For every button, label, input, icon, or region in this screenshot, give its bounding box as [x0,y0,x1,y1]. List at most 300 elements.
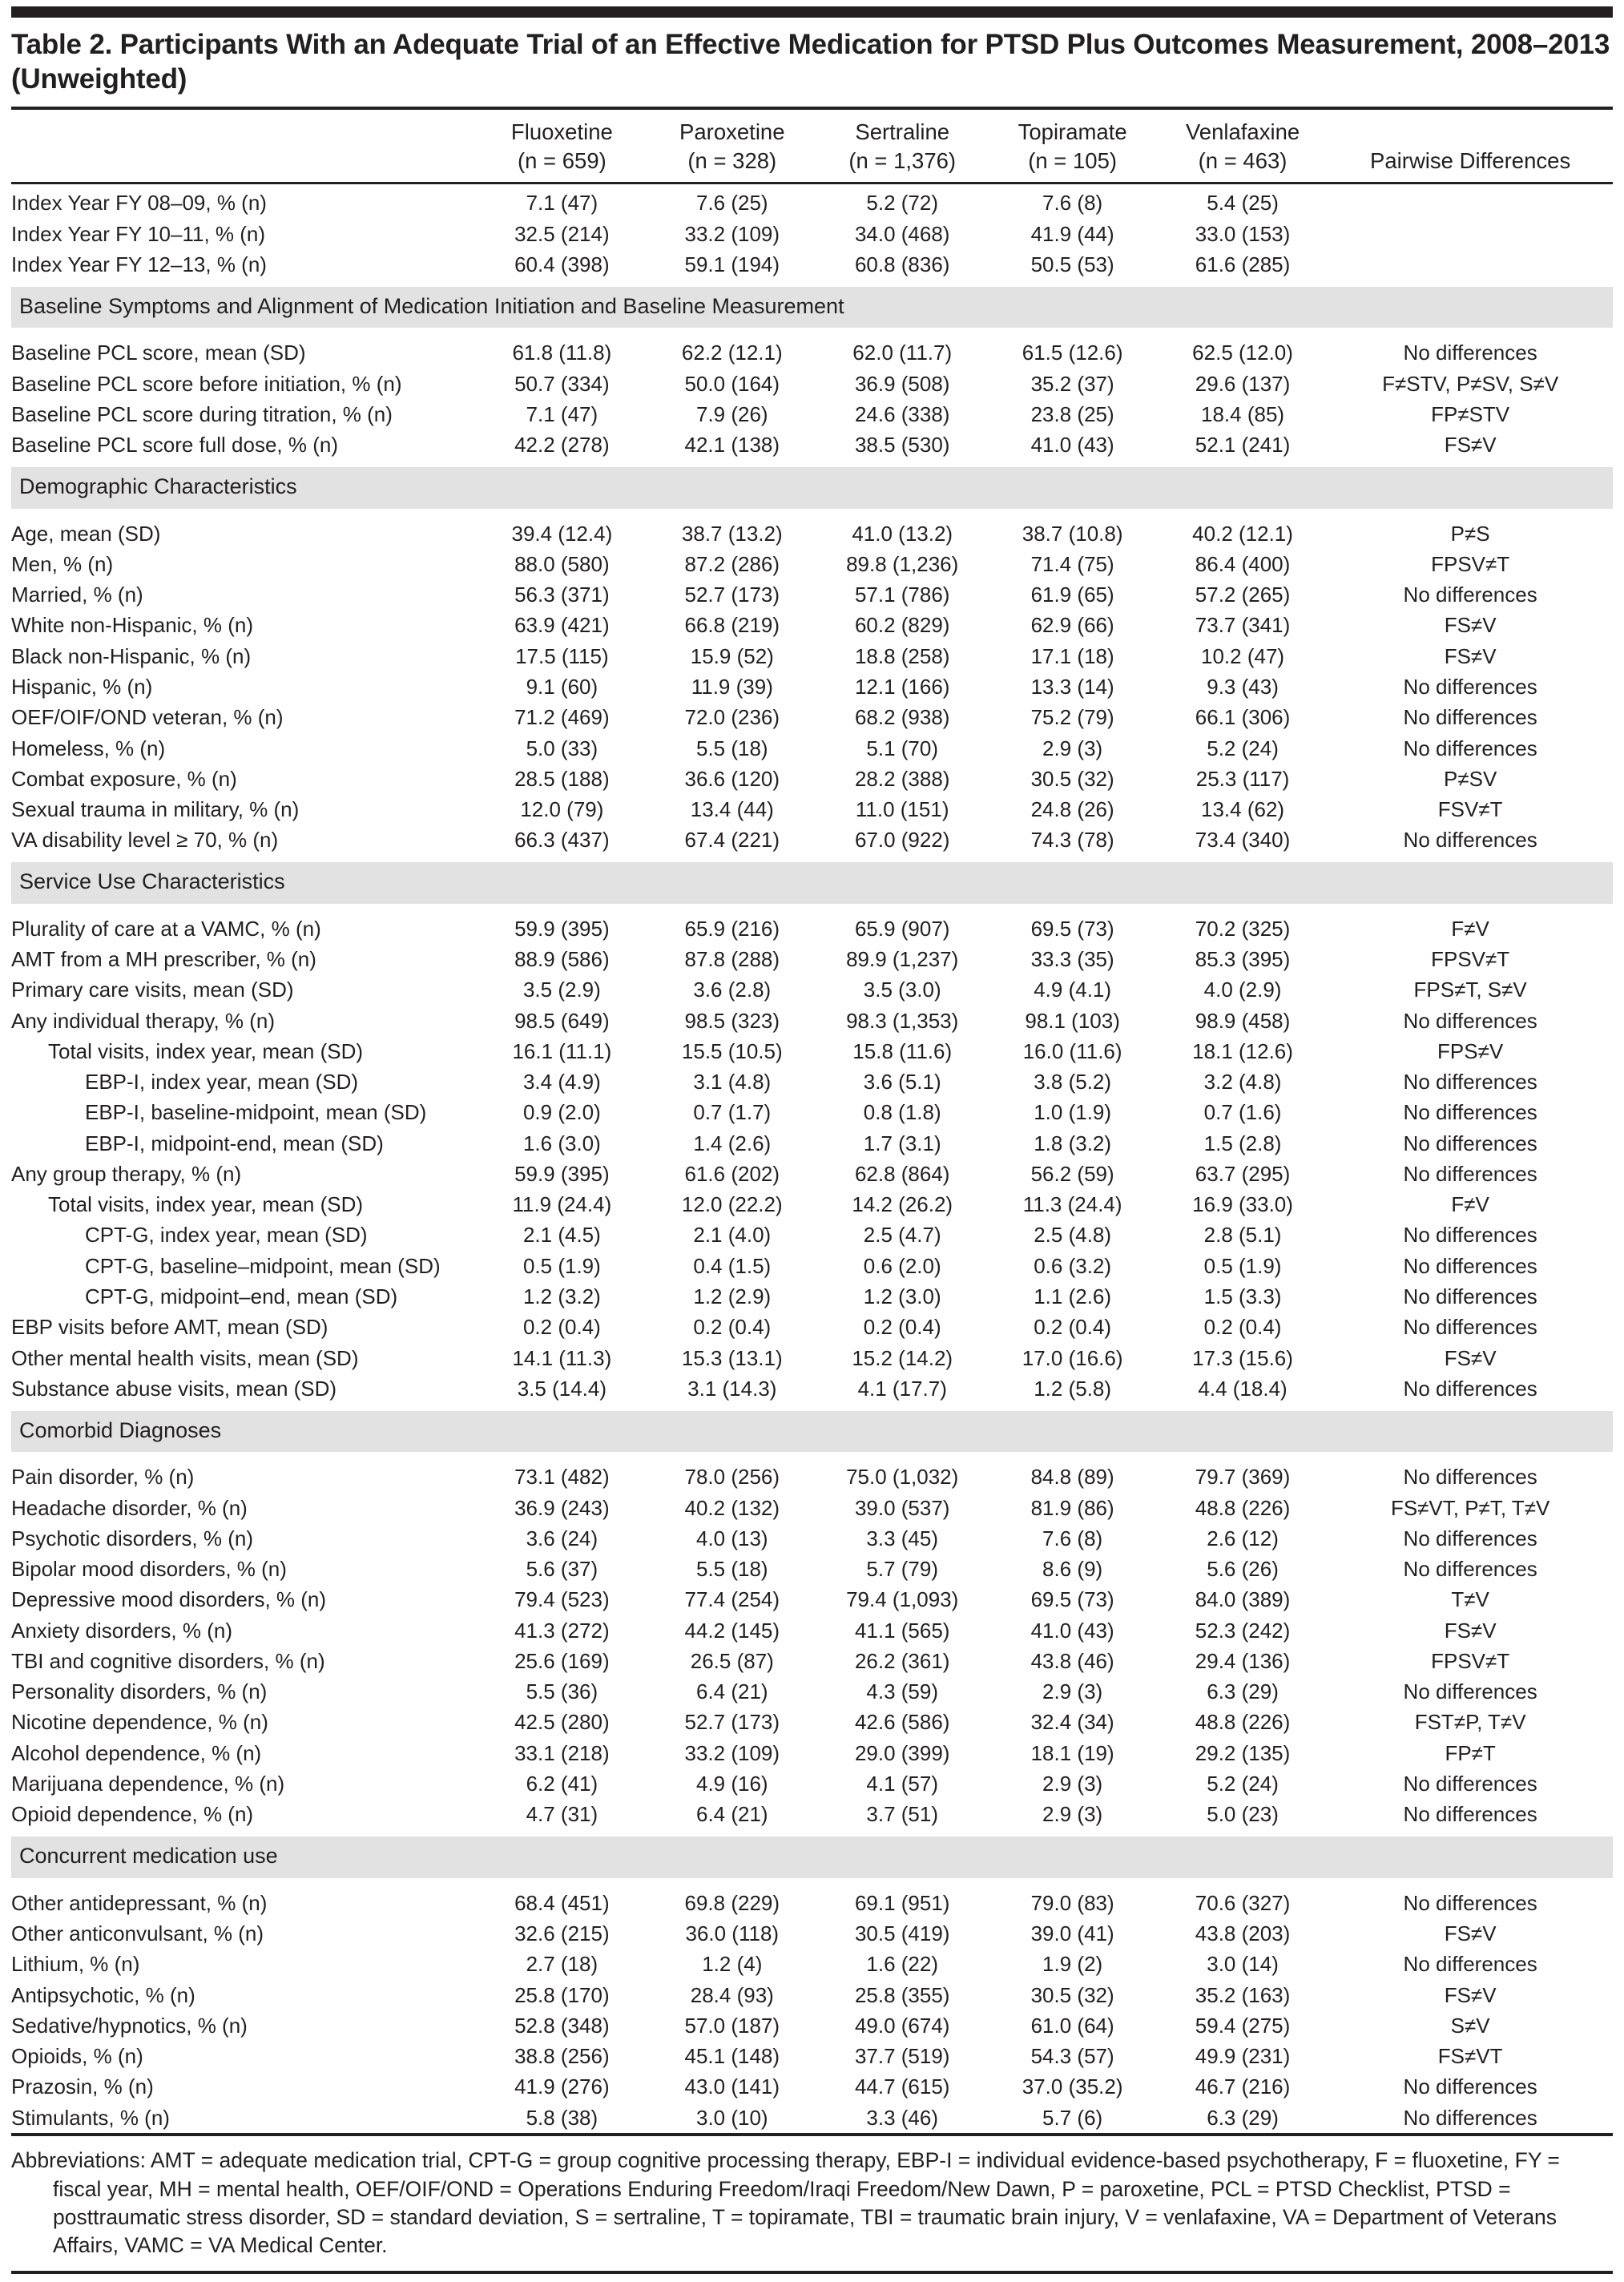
value-cell: 0.2 (0.4) [863,1315,941,1340]
value-cell: 1.0 (1.9) [1034,1100,1112,1125]
row-label: EBP visits before AMT, mean (SD) [11,1315,328,1340]
value-cell: 3.7 (51) [866,1802,939,1827]
value-cell: 59.4 (275) [1195,2013,1291,2038]
value-cell: 1.2 (4) [702,1952,763,1977]
value-cell: 1.8 (3.2) [1034,1131,1112,1155]
table-row [11,1738,1613,1768]
value-cell: 89.8 (1,236) [846,551,959,576]
row-label: Men, % (n) [11,551,114,576]
value-cell: 1.7 (3.1) [863,1131,941,1155]
table-row [11,795,1613,825]
section-row [11,280,1613,335]
value-cell: 15.2 (14.2) [852,1345,953,1370]
value-cell: 72.0 (236) [684,705,780,730]
pairwise-cell: FPSV≠T [1431,1648,1510,1673]
value-cell: 0.5 (1.9) [522,1253,601,1278]
value-cell: 18.8 (258) [854,643,950,668]
pairwise-cell: FS≠V [1444,1345,1497,1370]
table-row [11,825,1613,856]
pairwise-cell: F≠V [1451,1192,1489,1217]
table-title: Table 2. Participants With an Adequate Trial of an Effective Medication for PTSD Plus Outcomes Measurement, 2008–2013 (Unweighted) [11,29,1610,95]
value-cell: 13.4 (62) [1201,797,1285,822]
column-header-empty [11,110,477,183]
row-label: Opioid dependence, % (n) [11,1802,254,1827]
value-cell: 5.2 (24) [1207,736,1279,760]
pairwise-cell [1328,183,1613,219]
value-cell: 32.5 (214) [514,221,610,246]
pairwise-cell: P≠S [1450,521,1490,546]
value-cell: 86.4 (400) [1195,551,1291,576]
row-label: Baseline PCL score during titration, % (n) [11,401,393,426]
table-row [11,369,1613,399]
value-cell: 4.1 (57) [866,1771,939,1796]
pairwise-cell: No differences [1403,1284,1537,1308]
value-cell: 4.0 (2.9) [1203,978,1282,1002]
table-row [11,945,1613,975]
value-cell: 12.0 (79) [520,797,604,822]
pairwise-cell: No differences [1403,1465,1537,1490]
value-cell: 5.0 (33) [526,736,598,760]
pairwise-cell: P≠SV [1443,766,1497,791]
value-cell: 16.1 (11.1) [512,1038,612,1063]
value-cell: 25.3 (117) [1195,766,1290,791]
value-cell: 2.5 (4.8) [1034,1223,1112,1248]
value-cell: 38.7 (10.8) [1022,521,1123,546]
value-cell: 34.0 (468) [854,221,950,246]
pairwise-cell: FST≠P, T≠V [1414,1710,1526,1735]
value-cell: 0.6 (2.0) [863,1253,941,1278]
value-cell: 60.8 (836) [854,252,950,276]
value-cell: 39.0 (537) [854,1495,950,1520]
value-cell: 11.0 (151) [855,797,949,822]
value-cell: 3.3 (46) [866,2105,939,2130]
value-cell: 56.2 (59) [1030,1161,1114,1186]
value-cell: 1.4 (2.6) [693,1131,772,1155]
column-header-topiramate [987,110,1157,183]
pairwise-cell: No differences [1403,1161,1537,1186]
value-cell: 45.1 (148) [684,2044,780,2069]
value-cell: 41.9 (276) [514,2074,610,2099]
row-label: Plurality of care at a VAMC, % (n) [11,916,321,941]
pairwise-cell: FPS≠T, S≠V [1413,978,1527,1002]
row-label: Total visits, index year, mean (SD) [48,1038,364,1063]
table-row [11,1919,1613,1949]
value-cell: 59.9 (395) [514,1161,610,1186]
table-row [11,1373,1613,1404]
section-row [11,461,1613,515]
pairwise-cell: No differences [1403,583,1537,607]
row-label: CPT-G, baseline–midpoint, mean (SD) [85,1253,441,1278]
value-cell: 0.8 (1.8) [863,1100,941,1125]
value-cell: 29.0 (399) [854,1740,950,1765]
value-cell: 49.0 (674) [854,2013,950,2038]
pairwise-cell: No differences [1403,1526,1537,1550]
drug-name: Fluoxetine [510,119,613,144]
value-cell: 6.2 (41) [526,1771,598,1796]
value-cell: 69.5 (73) [1030,1587,1114,1612]
section-header: Service Use Characteristics [11,862,1613,904]
value-cell: 42.6 (586) [854,1710,950,1735]
pairwise-cell: No differences [1403,1376,1537,1401]
value-cell: 37.7 (519) [854,2044,950,2069]
value-cell: 17.1 (18) [1030,643,1114,668]
value-cell: 33.1 (218) [514,1740,610,1765]
value-cell: 42.2 (278) [514,433,610,458]
value-cell: 52.7 (173) [684,1710,780,1735]
pairwise-cell: No differences [1403,1253,1537,1278]
pairwise-cell: No differences [1403,674,1537,699]
value-cell: 26.2 (361) [854,1648,950,1673]
pairwise-cell: FPS≠V [1437,1038,1504,1063]
value-cell: 28.5 (188) [514,766,610,791]
pairwise-cell: No differences [1403,1557,1537,1582]
pairwise-cell: No differences [1403,1131,1537,1155]
value-cell: 35.2 (163) [1195,1982,1291,2007]
pairwise-header-label: Pairwise Differences [1370,147,1571,173]
pairwise-cell: FS≠VT, P≠T, T≠V [1390,1495,1550,1520]
value-cell: 11.3 (24.4) [1022,1192,1122,1217]
value-cell: 2.9 (3) [1042,1771,1103,1796]
value-cell: 15.8 (11.6) [852,1038,953,1063]
section-header: Comorbid Diagnoses [11,1411,1613,1453]
row-label: Baseline PCL score, mean (SD) [11,341,306,365]
table-row [11,611,1613,641]
row-label: Alcohol dependence, % (n) [11,1740,262,1765]
value-cell: 66.3 (437) [514,828,610,853]
value-cell: 18.1 (19) [1030,1740,1114,1765]
pairwise-cell: FPSV≠T [1431,947,1510,972]
table-row [11,549,1613,579]
pairwise-cell: FS≠V [1444,613,1497,638]
row-label: AMT from a MH prescriber, % (n) [11,947,316,972]
value-cell: 9.3 (43) [1207,674,1279,699]
value-cell: 3.8 (5.2) [1034,1070,1112,1095]
row-label: Index Year FY 12–13, % (n) [11,252,267,276]
value-cell: 3.5 (2.9) [522,978,601,1002]
column-header-fluoxetine [477,110,647,183]
drug-n: (n = 328) [687,147,777,173]
value-cell: 71.4 (75) [1030,551,1114,576]
table-row [11,219,1613,249]
value-cell: 35.2 (37) [1030,371,1114,396]
value-cell: 70.2 (325) [1195,916,1291,941]
table-row [11,1885,1613,1919]
value-cell: 50.0 (164) [684,371,780,396]
value-cell: 61.9 (65) [1030,583,1114,607]
section-header-cell [11,1405,1613,1459]
value-cell: 0.2 (0.4) [522,1315,601,1340]
value-cell: 3.6 (5.1) [863,1070,941,1095]
value-cell: 6.3 (29) [1207,1679,1279,1704]
value-cell: 7.1 (47) [526,401,598,426]
value-cell: 84.8 (89) [1030,1465,1114,1490]
value-cell: 62.8 (864) [854,1161,950,1186]
value-cell: 61.8 (11.8) [512,341,612,365]
value-cell: 66.1 (306) [1195,705,1291,730]
section-header: Demographic Characteristics [11,467,1613,509]
value-cell: 7.6 (8) [1042,1526,1103,1550]
row-label: Baseline PCL score full dose, % (n) [11,433,339,458]
value-cell: 2.1 (4.5) [522,1223,601,1248]
pairwise-cell: FSV≠T [1437,797,1503,822]
value-cell: 42.5 (280) [514,1710,610,1735]
value-cell: 5.6 (37) [526,1557,598,1582]
table-row [11,1220,1613,1251]
section-row [11,1405,1613,1459]
value-cell: 81.9 (86) [1030,1495,1114,1520]
table-header [11,110,1613,183]
pairwise-cell: No differences [1403,2074,1537,2099]
value-cell: 57.0 (187) [684,2013,780,2038]
section-row [11,1830,1613,1885]
table-row [11,1343,1613,1373]
value-cell: 5.5 (18) [695,1557,768,1582]
table-row [11,1707,1613,1738]
row-label: Headache disorder, % (n) [11,1495,248,1520]
pairwise-cell: No differences [1403,1679,1537,1704]
value-cell: 78.0 (256) [684,1465,780,1490]
value-cell: 1.2 (3.2) [522,1284,601,1308]
value-cell: 5.4 (25) [1207,191,1279,216]
value-cell: 13.3 (14) [1030,674,1114,699]
value-cell: 6.4 (21) [695,1679,768,1704]
value-cell: 4.9 (16) [695,1771,768,1796]
value-cell: 67.0 (922) [854,828,950,853]
value-cell: 0.2 (0.4) [1203,1315,1282,1340]
value-cell: 33.2 (109) [684,1740,780,1765]
value-cell: 67.4 (221) [684,828,780,853]
value-cell: 2.7 (18) [526,1952,598,1977]
drug-name: Venlafaxine [1185,119,1300,144]
pairwise-cell: FS≠V [1444,1982,1497,2007]
value-cell: 74.3 (78) [1030,828,1114,853]
pairwise-cell: No differences [1403,1100,1537,1125]
section-header-cell [11,856,1613,910]
value-cell: 79.7 (369) [1195,1465,1291,1490]
table-row [11,1800,1613,1830]
value-cell: 14.2 (26.2) [852,1192,953,1217]
row-label: Psychotic disorders, % (n) [11,1526,253,1550]
table-row [11,1190,1613,1220]
value-cell: 52.3 (242) [1195,1618,1291,1643]
value-cell: 3.5 (3.0) [863,978,941,1002]
value-cell: 44.7 (615) [854,2074,950,2099]
value-cell: 85.3 (395) [1195,947,1291,972]
value-cell: 24.6 (338) [854,401,950,426]
value-cell: 16.9 (33.0) [1192,1192,1293,1217]
pairwise-cell: No differences [1403,341,1537,365]
value-cell: 43.8 (46) [1030,1648,1114,1673]
value-cell: 32.6 (215) [514,1921,610,1946]
row-label: Depressive mood disorders, % (n) [11,1587,327,1612]
value-cell: 5.7 (79) [866,1557,939,1582]
value-cell: 24.8 (26) [1030,797,1114,822]
row-label: Total visits, index year, mean (SD) [48,1192,364,1217]
table-row [11,764,1613,794]
row-label: Anxiety disorders, % (n) [11,1618,232,1643]
table-row [11,1677,1613,1707]
table-row [11,2042,1613,2072]
value-cell: 4.9 (4.1) [1034,978,1112,1002]
value-cell: 87.8 (288) [684,947,780,972]
value-cell: 41.1 (565) [854,1618,950,1643]
value-cell: 65.9 (907) [854,916,950,941]
value-cell: 3.2 (4.8) [1203,1070,1282,1095]
value-cell: 37.0 (35.2) [1022,2074,1123,2099]
value-cell: 4.3 (59) [866,1679,939,1704]
value-cell: 98.5 (323) [684,1008,780,1033]
value-cell: 59.9 (395) [514,916,610,941]
value-cell: 5.5 (18) [695,736,768,760]
table-row [11,1036,1613,1066]
value-cell: 12.1 (166) [854,674,950,699]
value-cell: 32.4 (34) [1030,1710,1114,1735]
value-cell: 39.4 (12.4) [511,521,613,546]
value-cell: 61.0 (64) [1030,2013,1114,2038]
pairwise-cell: No differences [1403,1802,1537,1827]
pairwise-cell: No differences [1403,828,1537,853]
value-cell: 79.4 (523) [514,1587,610,1612]
value-cell: 61.6 (285) [1195,252,1291,276]
value-cell: 2.9 (3) [1042,1802,1103,1827]
row-label: CPT-G, index year, mean (SD) [85,1223,368,1248]
row-label: VA disability level ≥ 70, % (n) [11,828,279,853]
value-cell: 62.5 (12.0) [1192,341,1293,365]
value-cell: 5.0 (23) [1207,1802,1279,1827]
value-cell: 41.0 (43) [1030,1618,1114,1643]
drug-n: (n = 1,376) [848,147,957,173]
value-cell: 33.0 (153) [1195,221,1291,246]
row-label: Marijuana dependence, % (n) [11,1771,285,1796]
row-label: EBP-I, midpoint-end, mean (SD) [85,1131,384,1155]
row-label: Other antidepressant, % (n) [11,1890,268,1915]
value-cell: 50.5 (53) [1030,252,1114,276]
value-cell: 36.0 (118) [685,1921,780,1946]
pairwise-cell: FS≠V [1444,433,1497,458]
pairwise-cell [1328,219,1613,249]
value-cell: 1.1 (2.6) [1034,1284,1112,1308]
table-top-bar [11,6,1613,18]
table-row [11,1159,1613,1189]
table-row [11,2072,1613,2103]
row-label: Homeless, % (n) [11,736,166,760]
row-label: TBI and cognitive disorders, % (n) [11,1648,325,1673]
value-cell: 41.0 (43) [1030,433,1114,458]
value-cell: 33.2 (109) [684,221,780,246]
value-cell: 26.5 (87) [690,1648,774,1673]
row-label: Hispanic, % (n) [11,674,153,699]
value-cell: 4.1 (17.7) [857,1376,947,1401]
bottom-rule [11,2271,1613,2274]
value-cell: 33.3 (35) [1030,947,1114,972]
pairwise-cell [1328,249,1613,280]
row-label: Sexual trauma in military, % (n) [11,797,300,822]
value-cell: 0.7 (1.6) [1203,1100,1282,1125]
value-cell: 41.9 (44) [1030,221,1114,246]
table-row [11,910,1613,945]
value-cell: 5.1 (70) [866,736,939,760]
row-label: Bipolar mood disorders, % (n) [11,1557,287,1582]
value-cell: 52.1 (241) [1195,433,1291,458]
value-cell: 11.9 (39) [691,674,773,699]
row-label: Age, mean (SD) [11,521,161,546]
value-cell: 1.6 (22) [866,1952,939,1977]
row-label: Sedative/hypnotics, % (n) [11,2013,248,2038]
value-cell: 12.0 (22.2) [681,1192,783,1217]
value-cell: 29.4 (136) [1195,1648,1291,1673]
value-cell: 84.0 (389) [1195,1587,1291,1612]
value-cell: 40.2 (12.1) [1192,521,1293,546]
value-cell: 36.9 (243) [514,1495,610,1520]
value-cell: 69.1 (951) [854,1890,950,1915]
value-cell: 65.9 (216) [684,916,780,941]
column-header-paroxetine [647,110,817,183]
value-cell: 28.2 (388) [854,766,950,791]
value-cell: 63.9 (421) [514,613,610,638]
value-cell: 48.8 (226) [1195,1710,1291,1735]
row-label: Other mental health visits, mean (SD) [11,1345,359,1370]
value-cell: 77.4 (254) [684,1587,780,1612]
table-row [11,1128,1613,1159]
drug-name: Topiramate [1018,119,1127,144]
row-label: Married, % (n) [11,583,143,607]
value-cell: 17.5 (115) [515,643,609,668]
section-header-cell [11,461,1613,515]
pairwise-cell: No differences [1403,1890,1537,1915]
value-cell: 5.5 (36) [526,1679,598,1704]
drug-name: Sertraline [855,119,950,144]
value-cell: 48.8 (226) [1195,1495,1291,1520]
table-row [11,641,1613,671]
drug-n: (n = 659) [517,147,606,173]
value-cell: 4.7 (31) [526,1802,598,1827]
value-cell: 98.1 (103) [1025,1008,1120,1033]
row-label: Combat exposure, % (n) [11,766,237,791]
value-cell: 29.2 (135) [1195,1740,1291,1765]
row-label: Opioids, % (n) [11,2044,143,2069]
value-cell: 3.1 (14.3) [687,1376,777,1401]
table-row [11,671,1613,702]
value-cell: 1.6 (3.0) [522,1131,601,1155]
row-label: Lithium, % (n) [11,1952,140,1977]
row-label: Primary care visits, mean (SD) [11,978,294,1002]
pairwise-cell: T≠V [1451,1587,1489,1612]
pairwise-cell: FP≠T [1445,1740,1496,1765]
value-cell: 4.0 (13) [695,1526,768,1550]
value-cell: 30.5 (419) [854,1921,950,1946]
table-row [11,334,1613,369]
table-row [11,1646,1613,1676]
table-row [11,430,1613,461]
value-cell: 15.3 (13.1) [681,1345,783,1370]
value-cell: 52.8 (348) [514,2013,610,2038]
value-cell: 1.9 (2) [1042,1952,1103,1977]
value-cell: 25.6 (169) [514,1648,610,1673]
value-cell: 7.6 (25) [695,191,768,216]
value-cell: 0.7 (1.7) [693,1100,772,1125]
row-label: EBP-I, index year, mean (SD) [85,1070,359,1095]
value-cell: 69.8 (229) [684,1890,780,1915]
value-cell: 5.2 (24) [1207,1771,1279,1796]
value-cell: 69.5 (73) [1030,916,1114,941]
value-cell: 38.8 (256) [514,2044,610,2069]
column-header-venlafaxine [1158,110,1328,183]
value-cell: 88.0 (580) [514,551,610,576]
value-cell: 2.9 (3) [1042,736,1103,760]
row-label: EBP-I, baseline-midpoint, mean (SD) [85,1100,427,1125]
value-cell: 5.8 (38) [526,2105,598,2130]
row-label: Baseline PCL score before initiation, % (n) [11,371,402,396]
